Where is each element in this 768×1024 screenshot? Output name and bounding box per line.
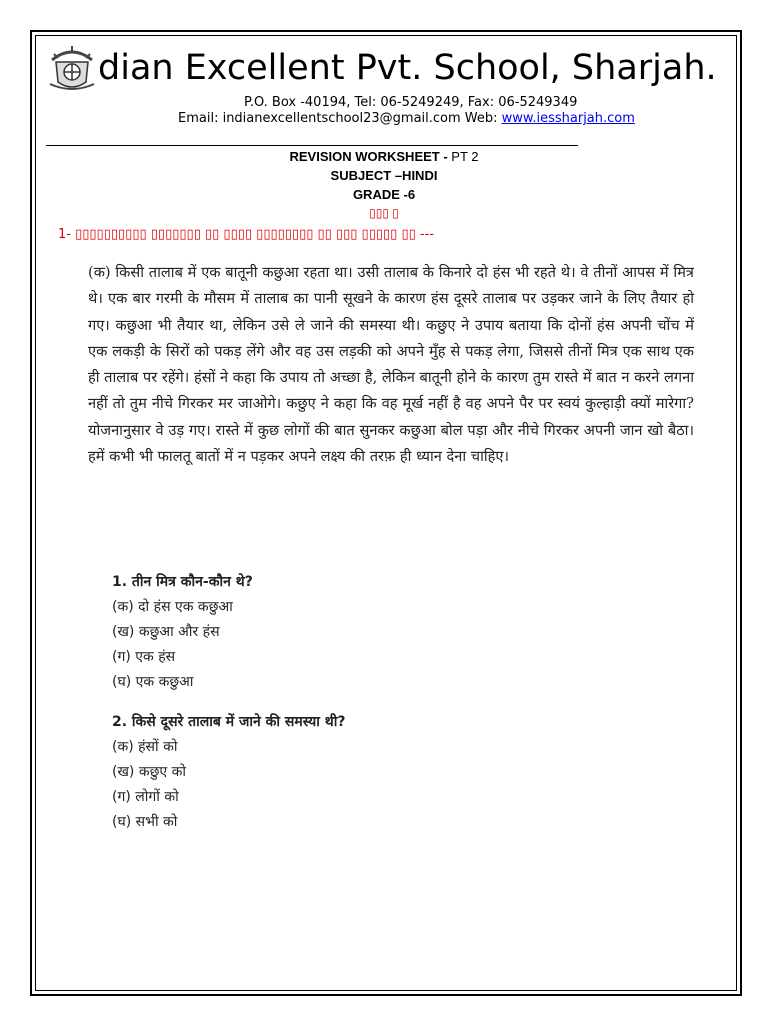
school-name: dian Excellent Pvt. School, Sharjah. bbox=[98, 48, 717, 88]
question-2 bbox=[112, 710, 346, 835]
question-option: (क) हंसों को bbox=[112, 739, 178, 755]
question-option: (क) दो हंस एक कछुआ bbox=[112, 599, 233, 615]
question-option: (ग) लोगों को bbox=[112, 789, 179, 805]
contact-address-line: P.O. Box -40194, Tel: 06-5249249, Fax: 06-5249349 bbox=[244, 95, 578, 110]
grade-text: GRADE -6 bbox=[352, 187, 416, 202]
worksheet-title-bold: REVISION WORKSHEET - bbox=[289, 149, 452, 164]
question-option: (घ) एक कछुआ bbox=[112, 674, 194, 690]
subject-heading bbox=[0, 167, 768, 184]
grade-heading bbox=[0, 186, 768, 203]
school-crest-logo bbox=[46, 42, 98, 94]
subject-text: SUBJECT –HINDI bbox=[330, 168, 438, 183]
question-title: 1. तीन मित्र कौन-कौन थे? bbox=[112, 574, 253, 590]
reading-passage: (क) किसी तालाब में एक बातूनी कछुआ रहता था। उसी तालाब के किनारे दो हंस भी रहते थे। वे तीनों आपस में मित्र थे। एक बार गरमी के मौसम में तालाब का पानी सूखने के कारण हंस दूसरे तालाब पर उड़कर जाने के लिए तैयार हो गए। कछुआ भी तैयार था, लेकिन उसे ले जाने की समस्या थी। कछुए ने उपाय बताया कि दोनों हंस अपनी चोंच में एक लकड़ी के सिरों को पकड़ लेंगे और वह उस लड़की को अपने मुँह से पकड़ लेगा, जिससे तीनों मित्र एक साथ एक ही तालाब पर रहेंगे। हंसों ने कहा कि उपाय तो अच्छा है, लेकिन बातूनी होने के कारण तुम रास्ते में बात न करने लगना नहीं तो तुम नीचे गिरकर मर जाओगे। कछुए ने कहा कि वह मूर्ख नहीं है वह अपने पैर पर स्वयं कुल्हाड़ी क्यों मारेगा? योजनानुसार वे उड़ गए। रास्ते में कुछ लोगों की बात सुनकर कछुआ बोल पड़ा और नीचे गिरकर अपनी जान खो बैठा। हमें कभी भी फालतू बातों में न पड़कर अपने लक्ष्य की तरफ़ ही ध्यान देना चाहिए। bbox=[88, 264, 694, 466]
worksheet-title-pt: PT 2 bbox=[451, 149, 479, 164]
question-option: (ग) एक हंस bbox=[112, 649, 176, 665]
question-option: (ख) कछुए को bbox=[112, 764, 186, 780]
question-option: (ख) कछुआ और हंस bbox=[112, 624, 220, 640]
instruction-line: 1- ▯▯▯▯▯▯▯▯▯▯ ▯▯▯▯▯▯▯ ▯▯ ▯▯▯▯ ▯▯▯▯▯▯▯▯ ▯▯ ▯▯▯ ▯▯▯▯▯ ▯▯ --- bbox=[58, 227, 434, 242]
website-link[interactable]: www.iessharjah.com bbox=[501, 111, 635, 126]
question-1 bbox=[112, 570, 253, 695]
header-divider bbox=[46, 145, 578, 146]
contact-email-web-line bbox=[178, 111, 635, 127]
question-title: 2. किसे दूसरे तालाब में जाने की समस्या थी? bbox=[112, 714, 346, 730]
worksheet-title bbox=[0, 148, 768, 165]
section-marker: ▯▯▯ ▯ bbox=[369, 206, 399, 220]
email-text: Email: indianexcellentschool23@gmail.com Web: bbox=[178, 111, 502, 126]
question-option: (घ) सभी को bbox=[112, 814, 178, 830]
